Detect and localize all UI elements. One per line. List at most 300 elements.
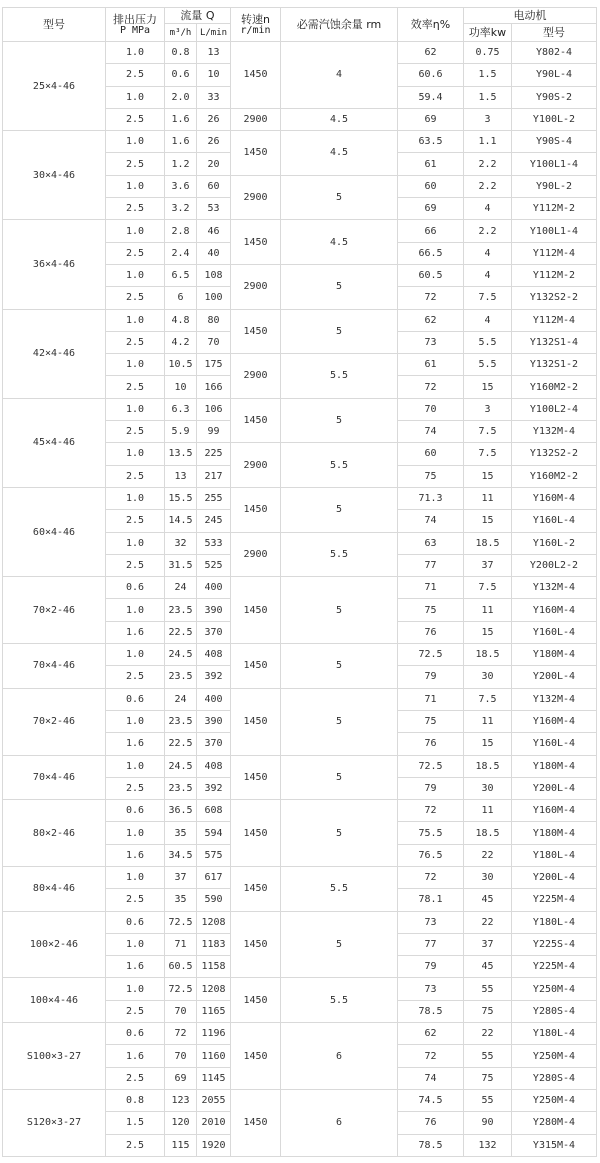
pressure-cell: 1.0: [106, 309, 165, 331]
efficiency-cell: 60: [398, 443, 464, 465]
flow-m3h-cell: 23.5: [165, 599, 197, 621]
flow-lmin-cell: 1183: [197, 933, 231, 955]
motor-model-cell: Y280S-4: [512, 1000, 597, 1022]
motor-model-cell: Y100L1-4: [512, 153, 597, 175]
flow-m3h-cell: 23.5: [165, 710, 197, 732]
pressure-cell: 0.6: [106, 1023, 165, 1045]
motor-model-cell: Y225M-4: [512, 889, 597, 911]
motor-model-cell: Y132S2-2: [512, 443, 597, 465]
pressure-cell: 1.6: [106, 621, 165, 643]
efficiency-cell: 66: [398, 220, 464, 242]
motor-model-cell: Y132M-4: [512, 421, 597, 443]
model-cell: 25×4-46: [3, 42, 106, 131]
motor-power-cell: 11: [464, 800, 512, 822]
flow-m3h-cell: 0.8: [165, 42, 197, 64]
model-cell: 30×4-46: [3, 131, 106, 220]
flow-m3h-cell: 24: [165, 577, 197, 599]
speed-cell: 1450: [231, 487, 281, 532]
flow-lmin-cell: 13: [197, 42, 231, 64]
motor-model-cell: Y132S2-2: [512, 287, 597, 309]
pressure-cell: 1.0: [106, 398, 165, 420]
flow-m3h-cell: 3.6: [165, 175, 197, 197]
flow-lmin-cell: 53: [197, 198, 231, 220]
motor-power-cell: 15: [464, 510, 512, 532]
efficiency-cell: 77: [398, 933, 464, 955]
flow-lmin-cell: 20: [197, 153, 231, 175]
motor-power-cell: 18.5: [464, 822, 512, 844]
flow-lmin-cell: 40: [197, 242, 231, 264]
speed-cell: 1450: [231, 42, 281, 109]
table-row: [3, 978, 597, 1000]
motor-model-cell: Y250M-4: [512, 1089, 597, 1111]
efficiency-cell: 74: [398, 510, 464, 532]
pressure-cell: 2.5: [106, 376, 165, 398]
speed-cell: 1450: [231, 866, 281, 911]
pressure-cell: 0.6: [106, 911, 165, 933]
motor-power-cell: 2.2: [464, 175, 512, 197]
motor-model-cell: Y160M2-2: [512, 376, 597, 398]
flow-m3h-cell: 24: [165, 688, 197, 710]
pressure-cell: 2.5: [106, 666, 165, 688]
pressure-cell: 1.0: [106, 822, 165, 844]
table-row: [3, 755, 597, 777]
header-motor-model: 型号: [512, 24, 597, 42]
pressure-cell: 1.0: [106, 710, 165, 732]
motor-model-cell: Y160M-4: [512, 710, 597, 732]
motor-model-cell: Y180M-4: [512, 822, 597, 844]
npsh-cell: 5.5: [281, 443, 398, 488]
flow-m3h-cell: 1.2: [165, 153, 197, 175]
header-npsh: 必需汽蚀余量 rm: [281, 8, 398, 42]
pump-spec-table: [2, 7, 597, 1157]
motor-power-cell: 22: [464, 911, 512, 933]
motor-model-cell: Y160M-4: [512, 800, 597, 822]
speed-cell: 2900: [231, 108, 281, 130]
motor-power-cell: 1.5: [464, 64, 512, 86]
motor-power-cell: 7.5: [464, 421, 512, 443]
motor-model-cell: Y180M-4: [512, 644, 597, 666]
pressure-cell: 1.0: [106, 220, 165, 242]
motor-power-cell: 4: [464, 198, 512, 220]
motor-power-cell: 45: [464, 889, 512, 911]
motor-power-cell: 5.5: [464, 354, 512, 376]
motor-model-cell: Y160L-2: [512, 532, 597, 554]
speed-cell: 2900: [231, 532, 281, 577]
motor-power-cell: 3: [464, 108, 512, 130]
motor-model-cell: Y160M-4: [512, 599, 597, 621]
motor-model-cell: Y315M-4: [512, 1134, 597, 1156]
pressure-cell: 1.6: [106, 844, 165, 866]
motor-model-cell: Y90S-2: [512, 86, 597, 108]
pressure-cell: 2.5: [106, 510, 165, 532]
motor-model-cell: Y200L-4: [512, 777, 597, 799]
efficiency-cell: 72: [398, 376, 464, 398]
efficiency-cell: 76: [398, 621, 464, 643]
efficiency-cell: 76: [398, 1112, 464, 1134]
motor-model-cell: Y802-4: [512, 42, 597, 64]
efficiency-cell: 77: [398, 554, 464, 576]
pressure-cell: 1.0: [106, 644, 165, 666]
efficiency-cell: 72: [398, 800, 464, 822]
speed-cell: 1450: [231, 220, 281, 265]
table-row: [3, 220, 597, 242]
speed-cell: 1450: [231, 800, 281, 867]
flow-m3h-cell: 10.5: [165, 354, 197, 376]
header-flow-m3h: m³/h: [165, 24, 197, 42]
motor-power-cell: 75: [464, 1067, 512, 1089]
flow-m3h-cell: 72: [165, 1023, 197, 1045]
motor-power-cell: 15: [464, 465, 512, 487]
flow-lmin-cell: 2010: [197, 1112, 231, 1134]
flow-m3h-cell: 32: [165, 532, 197, 554]
flow-lmin-cell: 1158: [197, 956, 231, 978]
efficiency-cell: 73: [398, 911, 464, 933]
flow-lmin-cell: 99: [197, 421, 231, 443]
pressure-cell: 1.6: [106, 956, 165, 978]
flow-lmin-cell: 100: [197, 287, 231, 309]
efficiency-cell: 66.5: [398, 242, 464, 264]
motor-power-cell: 1.1: [464, 131, 512, 153]
motor-power-cell: 18.5: [464, 644, 512, 666]
motor-model-cell: Y100L2-4: [512, 398, 597, 420]
efficiency-cell: 72: [398, 287, 464, 309]
flow-lmin-cell: 166: [197, 376, 231, 398]
efficiency-cell: 60: [398, 175, 464, 197]
pressure-cell: 2.5: [106, 1067, 165, 1089]
npsh-cell: 5.5: [281, 354, 398, 399]
efficiency-cell: 75: [398, 710, 464, 732]
motor-model-cell: Y250M-4: [512, 978, 597, 1000]
motor-power-cell: 11: [464, 487, 512, 509]
flow-m3h-cell: 24.5: [165, 644, 197, 666]
pressure-cell: 2.5: [106, 465, 165, 487]
pressure-cell: 2.5: [106, 287, 165, 309]
motor-power-cell: 18.5: [464, 532, 512, 554]
flow-m3h-cell: 71: [165, 933, 197, 955]
flow-m3h-cell: 120: [165, 1112, 197, 1134]
flow-lmin-cell: 245: [197, 510, 231, 532]
pressure-cell: 2.5: [106, 153, 165, 175]
speed-cell: 1450: [231, 978, 281, 1023]
model-cell: 60×4-46: [3, 487, 106, 576]
flow-lmin-cell: 10: [197, 64, 231, 86]
npsh-cell: 4.5: [281, 108, 398, 130]
motor-power-cell: 55: [464, 978, 512, 1000]
pressure-cell: 1.0: [106, 443, 165, 465]
pressure-cell: 1.0: [106, 175, 165, 197]
npsh-cell: 6: [281, 1023, 398, 1090]
speed-cell: 2900: [231, 443, 281, 488]
flow-lmin-cell: 1196: [197, 1023, 231, 1045]
npsh-cell: 5: [281, 688, 398, 755]
motor-model-cell: Y250M-4: [512, 1045, 597, 1067]
motor-power-cell: 90: [464, 1112, 512, 1134]
flow-lmin-cell: 392: [197, 777, 231, 799]
motor-power-cell: 30: [464, 777, 512, 799]
motor-model-cell: Y280M-4: [512, 1112, 597, 1134]
speed-cell: 1450: [231, 131, 281, 176]
motor-power-cell: 4: [464, 242, 512, 264]
flow-lmin-cell: 370: [197, 733, 231, 755]
npsh-cell: 5: [281, 577, 398, 644]
table-row: [3, 800, 597, 822]
pressure-cell: 1.0: [106, 487, 165, 509]
motor-model-cell: Y200L-4: [512, 866, 597, 888]
flow-lmin-cell: 1145: [197, 1067, 231, 1089]
npsh-cell: 5.5: [281, 978, 398, 1023]
efficiency-cell: 70: [398, 398, 464, 420]
pressure-cell: 1.0: [106, 978, 165, 1000]
motor-model-cell: Y90L-4: [512, 64, 597, 86]
pressure-cell: 2.5: [106, 554, 165, 576]
speed-cell: 1450: [231, 644, 281, 689]
pressure-cell: 1.0: [106, 42, 165, 64]
pressure-cell: 1.0: [106, 532, 165, 554]
motor-model-cell: Y225S-4: [512, 933, 597, 955]
pressure-cell: 1.0: [106, 354, 165, 376]
model-cell: S100×3-27: [3, 1023, 106, 1090]
motor-power-cell: 37: [464, 933, 512, 955]
table-row: [3, 398, 597, 420]
motor-model-cell: Y180M-4: [512, 755, 597, 777]
pressure-cell: 1.0: [106, 86, 165, 108]
motor-model-cell: Y112M-4: [512, 242, 597, 264]
pressure-cell: 1.0: [106, 131, 165, 153]
efficiency-cell: 79: [398, 666, 464, 688]
flow-lmin-cell: 1920: [197, 1134, 231, 1156]
flow-lmin-cell: 33: [197, 86, 231, 108]
flow-lmin-cell: 80: [197, 309, 231, 331]
motor-power-cell: 7.5: [464, 577, 512, 599]
motor-power-cell: 22: [464, 1023, 512, 1045]
efficiency-cell: 74.5: [398, 1089, 464, 1111]
motor-power-cell: 4: [464, 264, 512, 286]
npsh-cell: 5: [281, 175, 398, 220]
efficiency-cell: 79: [398, 956, 464, 978]
pressure-cell: 0.6: [106, 800, 165, 822]
flow-lmin-cell: 608: [197, 800, 231, 822]
flow-m3h-cell: 24.5: [165, 755, 197, 777]
header-motor: 电动机: [464, 8, 597, 24]
flow-m3h-cell: 115: [165, 1134, 197, 1156]
motor-power-cell: 2.2: [464, 220, 512, 242]
table-row: [3, 487, 597, 509]
speed-cell: 1450: [231, 577, 281, 644]
flow-lmin-cell: 225: [197, 443, 231, 465]
flow-lmin-cell: 392: [197, 666, 231, 688]
flow-lmin-cell: 70: [197, 331, 231, 353]
speed-cell: 1450: [231, 309, 281, 354]
motor-model-cell: Y90S-4: [512, 131, 597, 153]
table-row: [3, 131, 597, 153]
speed-cell: 1450: [231, 688, 281, 755]
flow-m3h-cell: 1.6: [165, 108, 197, 130]
efficiency-cell: 75: [398, 599, 464, 621]
motor-power-cell: 15: [464, 376, 512, 398]
flow-m3h-cell: 3.2: [165, 198, 197, 220]
npsh-cell: 5: [281, 911, 398, 978]
motor-model-cell: Y90L-2: [512, 175, 597, 197]
motor-model-cell: Y160M-4: [512, 487, 597, 509]
motor-model-cell: Y200L2-2: [512, 554, 597, 576]
efficiency-cell: 74: [398, 1067, 464, 1089]
efficiency-cell: 72.5: [398, 755, 464, 777]
model-cell: 80×4-46: [3, 866, 106, 911]
flow-lmin-cell: 533: [197, 532, 231, 554]
motor-model-cell: Y100L1-4: [512, 220, 597, 242]
pressure-cell: 1.6: [106, 733, 165, 755]
model-cell: 36×4-46: [3, 220, 106, 309]
flow-lmin-cell: 1208: [197, 978, 231, 1000]
npsh-cell: 5: [281, 644, 398, 689]
speed-cell: 1450: [231, 398, 281, 443]
speed-cell: 2900: [231, 175, 281, 220]
flow-lmin-cell: 590: [197, 889, 231, 911]
motor-power-cell: 55: [464, 1089, 512, 1111]
pressure-cell: 0.8: [106, 1089, 165, 1111]
pressure-cell: 2.5: [106, 242, 165, 264]
efficiency-cell: 71: [398, 577, 464, 599]
npsh-cell: 6: [281, 1089, 398, 1156]
flow-lmin-cell: 26: [197, 131, 231, 153]
flow-m3h-cell: 72.5: [165, 911, 197, 933]
pressure-cell: 2.5: [106, 1134, 165, 1156]
motor-model-cell: Y160L-4: [512, 510, 597, 532]
efficiency-cell: 72: [398, 1045, 464, 1067]
model-cell: S120×3-27: [3, 1089, 106, 1156]
flow-m3h-cell: 37: [165, 866, 197, 888]
motor-power-cell: 37: [464, 554, 512, 576]
flow-m3h-cell: 123: [165, 1089, 197, 1111]
pressure-cell: 2.5: [106, 198, 165, 220]
efficiency-cell: 59.4: [398, 86, 464, 108]
table-row: [3, 1023, 597, 1045]
flow-lmin-cell: 370: [197, 621, 231, 643]
flow-lmin-cell: 1160: [197, 1045, 231, 1067]
flow-m3h-cell: 6.5: [165, 264, 197, 286]
flow-m3h-cell: 69: [165, 1067, 197, 1089]
table-row: [3, 911, 597, 933]
flow-m3h-cell: 2.0: [165, 86, 197, 108]
speed-cell: 2900: [231, 354, 281, 399]
motor-power-cell: 7.5: [464, 287, 512, 309]
flow-m3h-cell: 0.6: [165, 64, 197, 86]
model-cell: 45×4-46: [3, 398, 106, 487]
motor-power-cell: 0.75: [464, 42, 512, 64]
pressure-cell: 2.5: [106, 64, 165, 86]
flow-lmin-cell: 217: [197, 465, 231, 487]
motor-power-cell: 18.5: [464, 755, 512, 777]
motor-model-cell: Y160L-4: [512, 621, 597, 643]
motor-power-cell: 22: [464, 844, 512, 866]
flow-m3h-cell: 6.3: [165, 398, 197, 420]
flow-lmin-cell: 255: [197, 487, 231, 509]
motor-model-cell: Y132M-4: [512, 688, 597, 710]
header-pressure: 排出压力 P MPa: [106, 8, 165, 42]
flow-m3h-cell: 70: [165, 1000, 197, 1022]
table-row: [3, 644, 597, 666]
flow-m3h-cell: 1.6: [165, 131, 197, 153]
efficiency-cell: 71.3: [398, 487, 464, 509]
efficiency-cell: 79: [398, 777, 464, 799]
motor-model-cell: Y160M2-2: [512, 465, 597, 487]
efficiency-cell: 76: [398, 733, 464, 755]
pressure-cell: 2.5: [106, 1000, 165, 1022]
speed-cell: 1450: [231, 1089, 281, 1156]
motor-model-cell: Y112M-4: [512, 309, 597, 331]
flow-lmin-cell: 60: [197, 175, 231, 197]
flow-m3h-cell: 22.5: [165, 621, 197, 643]
flow-lmin-cell: 617: [197, 866, 231, 888]
motor-power-cell: 15: [464, 733, 512, 755]
flow-m3h-cell: 22.5: [165, 733, 197, 755]
header-flow-lmin: L/min: [197, 24, 231, 42]
flow-m3h-cell: 4.8: [165, 309, 197, 331]
table-row: [3, 309, 597, 331]
flow-lmin-cell: 400: [197, 577, 231, 599]
efficiency-cell: 72.5: [398, 644, 464, 666]
motor-power-cell: 5.5: [464, 331, 512, 353]
flow-lmin-cell: 390: [197, 599, 231, 621]
efficiency-cell: 71: [398, 688, 464, 710]
npsh-cell: 5.5: [281, 532, 398, 577]
motor-model-cell: Y112M-2: [512, 264, 597, 286]
npsh-cell: 5: [281, 755, 398, 800]
pressure-cell: 1.0: [106, 933, 165, 955]
table-row: [3, 1089, 597, 1111]
flow-lmin-cell: 26: [197, 108, 231, 130]
motor-power-cell: 55: [464, 1045, 512, 1067]
flow-lmin-cell: 46: [197, 220, 231, 242]
pressure-cell: 2.5: [106, 331, 165, 353]
flow-m3h-cell: 23.5: [165, 777, 197, 799]
efficiency-cell: 60.6: [398, 64, 464, 86]
motor-model-cell: Y160L-4: [512, 733, 597, 755]
pressure-cell: 2.5: [106, 777, 165, 799]
motor-power-cell: 15: [464, 621, 512, 643]
table-row: [3, 688, 597, 710]
efficiency-cell: 63: [398, 532, 464, 554]
flow-m3h-cell: 60.5: [165, 956, 197, 978]
motor-model-cell: Y132S1-2: [512, 354, 597, 376]
efficiency-cell: 60.5: [398, 264, 464, 286]
flow-lmin-cell: 1165: [197, 1000, 231, 1022]
motor-model-cell: Y180L-4: [512, 911, 597, 933]
flow-m3h-cell: 6: [165, 287, 197, 309]
flow-m3h-cell: 70: [165, 1045, 197, 1067]
npsh-cell: 4.5: [281, 131, 398, 176]
flow-lmin-cell: 106: [197, 398, 231, 420]
npsh-cell: 4.5: [281, 220, 398, 265]
pressure-cell: 1.0: [106, 264, 165, 286]
speed-cell: 1450: [231, 911, 281, 978]
efficiency-cell: 78.5: [398, 1134, 464, 1156]
table-row: [3, 577, 597, 599]
header-motor-power: 功率kw: [464, 24, 512, 42]
npsh-cell: 5: [281, 309, 398, 354]
motor-model-cell: Y225M-4: [512, 956, 597, 978]
efficiency-cell: 75.5: [398, 822, 464, 844]
motor-model-cell: Y100L-2: [512, 108, 597, 130]
motor-power-cell: 30: [464, 666, 512, 688]
model-cell: 70×4-46: [3, 644, 106, 689]
motor-model-cell: Y180L-4: [512, 1023, 597, 1045]
efficiency-cell: 78.5: [398, 1000, 464, 1022]
pressure-cell: 1.6: [106, 1045, 165, 1067]
flow-m3h-cell: 15.5: [165, 487, 197, 509]
efficiency-cell: 78.1: [398, 889, 464, 911]
npsh-cell: 5: [281, 398, 398, 443]
